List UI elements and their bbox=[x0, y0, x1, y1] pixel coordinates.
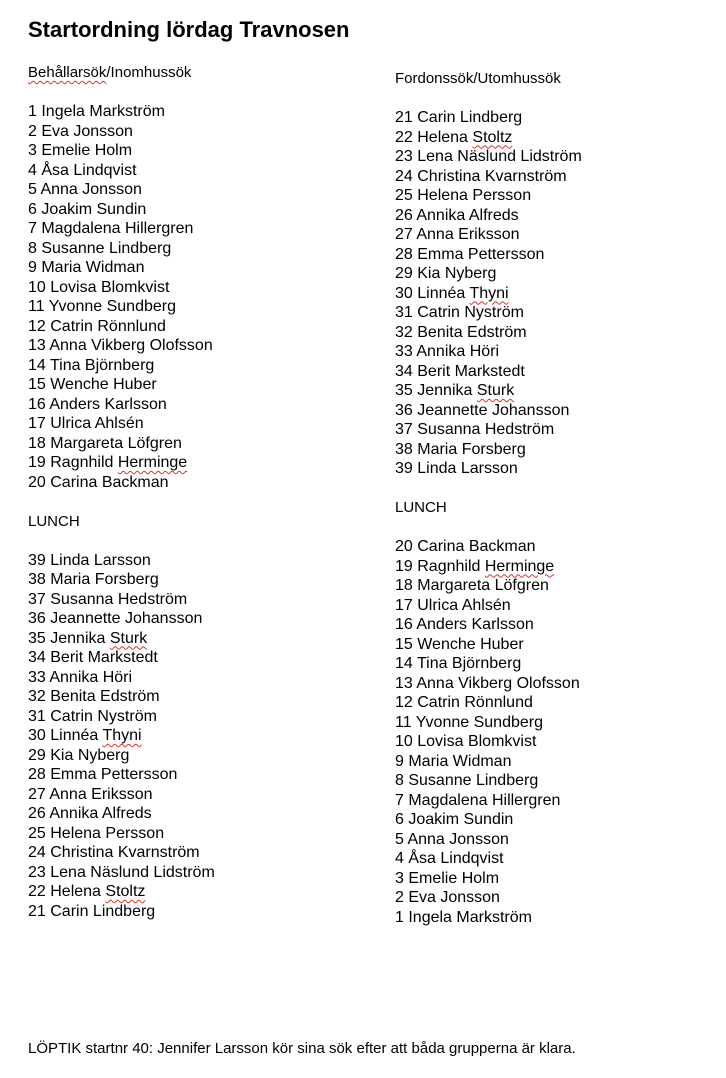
start-entry bbox=[28, 882, 358, 902]
column-heading-indoor bbox=[28, 63, 358, 83]
spacer bbox=[395, 89, 725, 109]
start-entry bbox=[28, 726, 358, 746]
lunch-label: LUNCH bbox=[395, 499, 447, 516]
start-entry: 7 Magdalena Hillergren bbox=[28, 220, 194, 237]
spellcheck-word: Sturk bbox=[476, 382, 515, 399]
start-entry: 34 Berit Markstedt bbox=[28, 649, 158, 666]
start-entry: 36 Jeannette Johansson bbox=[28, 610, 203, 627]
start-entry bbox=[28, 453, 358, 473]
start-entry: 4 Åsa Lindqvist bbox=[28, 161, 137, 179]
start-entry: 29 Kia Nyberg bbox=[28, 746, 130, 764]
start-entry: 20 Carina Backman bbox=[28, 473, 169, 491]
start-entry: 16 Anders Karlsson bbox=[28, 395, 167, 413]
entry-text: 35 Jennika bbox=[28, 629, 110, 647]
start-list-morning bbox=[28, 102, 358, 492]
start-entry: 12 Catrin Rönnlund bbox=[28, 317, 166, 335]
start-entry: 12 Catrin Rönnlund bbox=[395, 694, 533, 711]
heading-spell-part: Behållarsök bbox=[28, 64, 107, 81]
entry-text: 19 Ragnhild bbox=[395, 557, 485, 575]
start-entry: 31 Catrin Nyström bbox=[28, 707, 157, 725]
start-entry: 7 Magdalena Hillergren bbox=[395, 791, 561, 809]
spellcheck-word: Herminge bbox=[484, 557, 555, 575]
start-entry: 17 Ulrica Ahlsén bbox=[395, 596, 511, 614]
page-title: Startordning lördag Travnosen bbox=[28, 17, 350, 42]
spacer bbox=[28, 531, 358, 551]
start-entry: 37 Susanna Hedström bbox=[395, 421, 555, 438]
entry-text: 35 Jennika bbox=[395, 382, 477, 399]
start-entry: 3 Emelie Holm bbox=[28, 142, 133, 159]
start-entry: 15 Wenche Huber bbox=[28, 376, 157, 393]
entry-text: 22 Helena bbox=[395, 128, 473, 146]
start-entry: 28 Emma Pettersson bbox=[395, 245, 545, 263]
start-entry: 13 Anna Vikberg Olofsson bbox=[395, 674, 580, 692]
start-entry: 2 Eva Jonsson bbox=[28, 122, 133, 140]
start-entry: 18 Margareta Löfgren bbox=[28, 434, 182, 452]
start-entry bbox=[395, 381, 725, 401]
start-entry: 4 Åsa Lindqvist bbox=[395, 850, 504, 867]
start-entry: 3 Emelie Holm bbox=[395, 869, 500, 887]
start-entry: 37 Susanna Hedström bbox=[28, 590, 188, 608]
entry-text: 30 Linnéa bbox=[28, 727, 103, 744]
start-entry: 25 Helena Persson bbox=[28, 824, 165, 842]
spellcheck-word: Sturk bbox=[109, 629, 148, 647]
start-entry: 11 Yvonne Sundberg bbox=[28, 298, 176, 315]
start-entry: 13 Anna Vikberg Olofsson bbox=[28, 337, 213, 354]
start-entry: 27 Anna Eriksson bbox=[28, 785, 153, 803]
start-entry: 6 Joakim Sundin bbox=[395, 811, 514, 828]
start-entry: 31 Catrin Nyström bbox=[395, 304, 524, 321]
start-entry: 38 Maria Forsberg bbox=[28, 571, 159, 588]
spellcheck-word: Thyni bbox=[102, 727, 142, 744]
start-entry: 5 Anna Jonsson bbox=[28, 181, 142, 198]
start-entry bbox=[395, 557, 725, 577]
start-entry: 36 Jeannette Johansson bbox=[395, 401, 570, 419]
entry-text: 22 Helena bbox=[28, 883, 106, 900]
start-list-afternoon bbox=[28, 551, 358, 922]
start-entry: 18 Margareta Löfgren bbox=[395, 577, 549, 594]
start-entry: 39 Linda Larsson bbox=[28, 551, 151, 569]
start-list-afternoon bbox=[395, 537, 725, 927]
start-entry bbox=[395, 284, 725, 304]
start-entry: 21 Carin Lindberg bbox=[395, 109, 523, 126]
start-entry: 10 Lovisa Blomkvist bbox=[395, 733, 537, 750]
start-entry bbox=[395, 128, 725, 148]
start-entry: 26 Annika Alfreds bbox=[28, 805, 152, 822]
spacer bbox=[395, 479, 725, 499]
lunch-label: LUNCH bbox=[28, 512, 80, 530]
start-entry: 14 Tina Björnberg bbox=[28, 356, 155, 374]
start-entry: 33 Annika Höri bbox=[28, 668, 133, 686]
start-entry: 16 Anders Karlsson bbox=[395, 616, 534, 633]
start-entry: 32 Benita Edström bbox=[28, 688, 160, 705]
spacer bbox=[395, 518, 725, 538]
start-entry: 29 Kia Nyberg bbox=[395, 265, 497, 282]
spellcheck-word: Stoltz bbox=[105, 883, 146, 900]
start-entry: 1 Ingela Markström bbox=[28, 103, 165, 120]
start-entry: 1 Ingela Markström bbox=[395, 908, 532, 926]
spacer bbox=[28, 83, 358, 103]
start-entry: 14 Tina Björnberg bbox=[395, 655, 522, 672]
start-entry: 10 Lovisa Blomkvist bbox=[28, 278, 170, 296]
start-entry: 26 Annika Alfreds bbox=[395, 206, 519, 224]
start-entry: 24 Christina Kvarnström bbox=[395, 167, 567, 185]
start-entry: 28 Emma Pettersson bbox=[28, 766, 178, 783]
start-entry: 6 Joakim Sundin bbox=[28, 200, 147, 218]
spellcheck-word: Stoltz bbox=[472, 128, 513, 146]
entry-text: 19 Ragnhild bbox=[28, 454, 118, 471]
start-entry: 27 Anna Eriksson bbox=[395, 226, 520, 243]
start-entry: 32 Benita Edström bbox=[395, 323, 527, 341]
spellcheck-word: Thyni bbox=[469, 284, 509, 302]
column-heading-outdoor: Fordonssök/Utomhussök bbox=[395, 70, 561, 87]
spacer bbox=[28, 492, 358, 512]
start-list-morning bbox=[395, 108, 725, 479]
start-entry: 23 Lena Näslund Lidström bbox=[28, 863, 215, 881]
start-entry: 39 Linda Larsson bbox=[395, 460, 518, 477]
start-entry: 17 Ulrica Ahlsén bbox=[28, 415, 144, 432]
column-indoor bbox=[28, 63, 358, 921]
spellcheck-word: Herminge bbox=[117, 454, 188, 471]
start-entry: 25 Helena Persson bbox=[395, 187, 532, 204]
start-entry: 38 Maria Forsberg bbox=[395, 440, 526, 458]
start-entry: 8 Susanne Lindberg bbox=[395, 772, 539, 789]
start-entry: 2 Eva Jonsson bbox=[395, 889, 500, 906]
start-entry: 8 Susanne Lindberg bbox=[28, 239, 172, 257]
start-entry: 21 Carin Lindberg bbox=[28, 902, 156, 920]
start-entry: 5 Anna Jonsson bbox=[395, 830, 509, 848]
start-entry: 33 Annika Höri bbox=[395, 343, 500, 360]
start-entry: 23 Lena Näslund Lidström bbox=[395, 148, 582, 165]
start-entry bbox=[28, 629, 358, 649]
start-entry: 20 Carina Backman bbox=[395, 538, 536, 555]
start-entry: 34 Berit Markstedt bbox=[395, 362, 525, 380]
start-entry: 9 Maria Widman bbox=[28, 259, 145, 276]
footer-note: LÖPTIK startnr 40: Jennifer Larsson kör sina sök efter att båda grupperna är klara. bbox=[28, 1040, 576, 1057]
start-entry: 15 Wenche Huber bbox=[395, 635, 524, 653]
start-entry: 11 Yvonne Sundberg bbox=[395, 713, 543, 731]
entry-text: 30 Linnéa bbox=[395, 284, 470, 302]
heading-rest: /Inomhussök bbox=[106, 64, 192, 81]
start-entry: 9 Maria Widman bbox=[395, 752, 512, 770]
column-outdoor bbox=[395, 69, 725, 927]
start-entry: 24 Christina Kvarnström bbox=[28, 844, 200, 861]
